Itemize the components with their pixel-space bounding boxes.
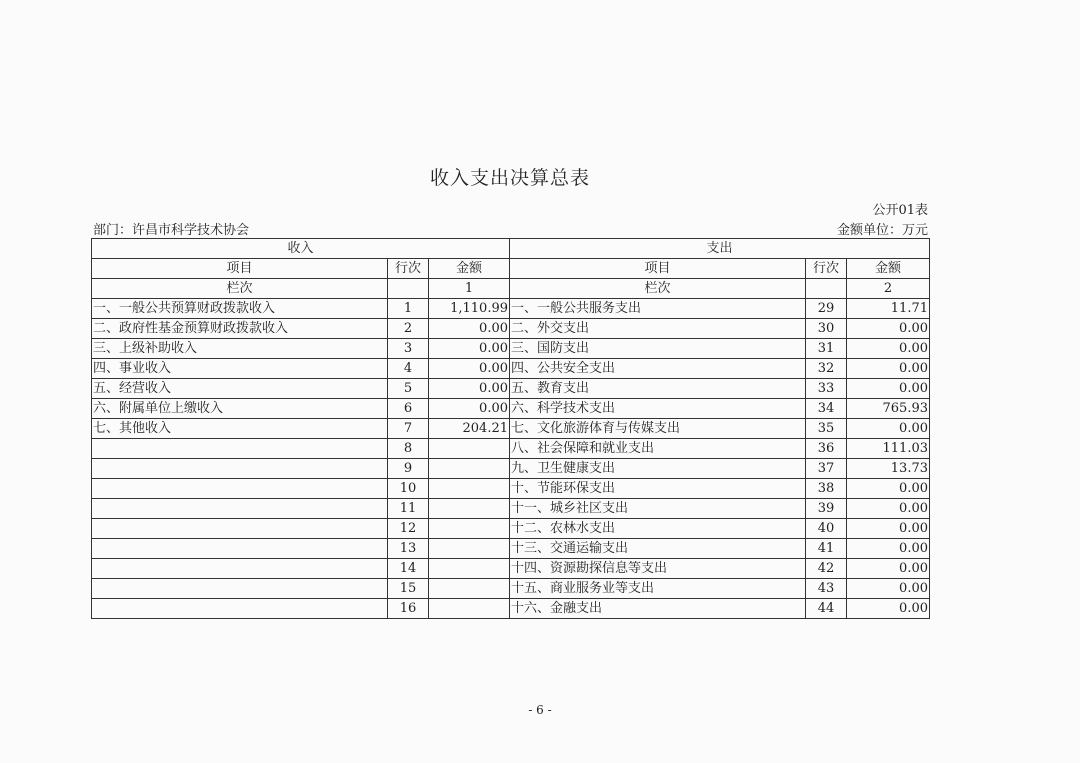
income-amount-cell: 0.00: [429, 319, 510, 339]
income-row-no-cell: 16: [388, 599, 429, 619]
income-row-no-cell: 6: [388, 399, 429, 419]
expense-item-cell: 八、社会保障和就业支出: [510, 439, 806, 459]
income-amount-cell: 0.00: [429, 339, 510, 359]
expense-row-no-cell: 33: [806, 379, 847, 399]
expense-item-cell: 十、节能环保支出: [510, 479, 806, 499]
expense-item-cell: 三、国防支出: [510, 339, 806, 359]
income-row-no-cell: 12: [388, 519, 429, 539]
income-row-no-cell: 4: [388, 359, 429, 379]
income-row-no-cell: 13: [388, 539, 429, 559]
expense-item-header: 项目: [510, 259, 806, 279]
header-row-section: [92, 239, 930, 259]
income-row-no-cell: 1: [388, 299, 429, 319]
expense-row-no-cell: 41: [806, 539, 847, 559]
table-row: [92, 499, 930, 519]
table-row: [92, 419, 930, 439]
income-row-no-cell: 11: [388, 499, 429, 519]
income-amount-cell: 0.00: [429, 359, 510, 379]
table-row: [92, 539, 930, 559]
expense-column-label: 栏次: [510, 279, 806, 299]
expense-row-no-cell: 39: [806, 499, 847, 519]
table-row: [92, 459, 930, 479]
expense-amount-cell: 0.00: [847, 319, 930, 339]
income-amount-cell: [429, 459, 510, 479]
expense-amount-cell: 0.00: [847, 339, 930, 359]
table-row: [92, 319, 930, 339]
income-row-no-header: 行次: [388, 259, 429, 279]
expense-amount-cell: 0.00: [847, 559, 930, 579]
expense-header: 支出: [510, 239, 930, 259]
expense-row-no-cell: 32: [806, 359, 847, 379]
income-amount-cell: [429, 539, 510, 559]
income-item-cell: 二、政府性基金预算财政拨款收入: [92, 319, 388, 339]
income-item-cell: [92, 479, 388, 499]
income-amount-cell: 0.00: [429, 379, 510, 399]
expense-item-cell: 十五、商业服务业等支出: [510, 579, 806, 599]
income-row-no-cell: 14: [388, 559, 429, 579]
income-item-cell: [92, 579, 388, 599]
header-row-column-numbers: [92, 279, 930, 299]
expense-amount-cell: 0.00: [847, 359, 930, 379]
expense-item-cell: 十一、城乡社区支出: [510, 499, 806, 519]
table-row: [92, 599, 930, 619]
expense-amount-header: 金额: [847, 259, 930, 279]
income-amount-header: 金额: [429, 259, 510, 279]
expense-item-cell: 十二、农林水支出: [510, 519, 806, 539]
income-row-no-cell: 5: [388, 379, 429, 399]
department-label: 部门：许昌市科学技术协会: [93, 223, 250, 238]
income-item-cell: 四、事业收入: [92, 359, 388, 379]
table-row: [92, 339, 930, 359]
form-code: 公开01表: [872, 203, 928, 218]
income-amount-cell: [429, 579, 510, 599]
table-row: [92, 439, 930, 459]
income-row-no-cell: 7: [388, 419, 429, 439]
income-item-cell: [92, 499, 388, 519]
expense-amount-cell: 0.00: [847, 519, 930, 539]
expense-amount-cell: 0.00: [847, 419, 930, 439]
expense-column-blank: [806, 279, 847, 299]
expense-row-no-cell: 40: [806, 519, 847, 539]
table-row: [92, 379, 930, 399]
expense-column-number: 2: [847, 279, 930, 299]
expense-amount-cell: 0.00: [847, 499, 930, 519]
income-item-header: 项目: [92, 259, 388, 279]
income-header: 收入: [92, 239, 510, 259]
income-row-no-cell: 9: [388, 459, 429, 479]
table-row: [92, 359, 930, 379]
income-item-cell: 六、附属单位上缴收入: [92, 399, 388, 419]
budget-table: [91, 238, 930, 619]
income-amount-cell: [429, 599, 510, 619]
income-row-no-cell: 3: [388, 339, 429, 359]
table-row: [92, 479, 930, 499]
expense-amount-cell: 11.71: [847, 299, 930, 319]
income-item-cell: 三、上级补助收入: [92, 339, 388, 359]
income-row-no-cell: 15: [388, 579, 429, 599]
expense-amount-cell: 0.00: [847, 379, 930, 399]
income-item-cell: [92, 519, 388, 539]
income-item-cell: [92, 459, 388, 479]
expense-row-no-cell: 42: [806, 559, 847, 579]
table-row: [92, 399, 930, 419]
expense-amount-cell: 765.93: [847, 399, 930, 419]
income-amount-cell: [429, 519, 510, 539]
income-row-no-cell: 2: [388, 319, 429, 339]
income-item-cell: [92, 539, 388, 559]
income-column-blank: [388, 279, 429, 299]
expense-row-no-cell: 31: [806, 339, 847, 359]
expense-amount-cell: 0.00: [847, 539, 930, 559]
income-item-cell: [92, 559, 388, 579]
expense-amount-cell: 0.00: [847, 599, 930, 619]
expense-item-cell: 九、卫生健康支出: [510, 459, 806, 479]
expense-amount-cell: 0.00: [847, 579, 930, 599]
income-row-no-cell: 10: [388, 479, 429, 499]
expense-item-cell: 十三、交通运输支出: [510, 539, 806, 559]
expense-row-no-cell: 29: [806, 299, 847, 319]
expense-row-no-cell: 43: [806, 579, 847, 599]
income-amount-cell: 204.21: [429, 419, 510, 439]
expense-row-no-cell: 30: [806, 319, 847, 339]
expense-item-cell: 五、教育支出: [510, 379, 806, 399]
expense-amount-cell: 13.73: [847, 459, 930, 479]
income-amount-cell: 1,110.99: [429, 299, 510, 319]
expense-row-no-header: 行次: [806, 259, 847, 279]
income-item-cell: 七、其他收入: [92, 419, 388, 439]
income-item-cell: [92, 439, 388, 459]
expense-amount-cell: 111.03: [847, 439, 930, 459]
expense-item-cell: 十四、资源勘探信息等支出: [510, 559, 806, 579]
expense-row-no-cell: 38: [806, 479, 847, 499]
expense-item-cell: 六、科学技术支出: [510, 399, 806, 419]
income-amount-cell: 0.00: [429, 399, 510, 419]
expense-row-no-cell: 36: [806, 439, 847, 459]
page-number: - 6 -: [528, 703, 552, 717]
income-column-number: 1: [429, 279, 510, 299]
document-title: 收入支出决算总表: [429, 167, 590, 189]
income-item-cell: 一、一般公共预算财政拨款收入: [92, 299, 388, 319]
table-row: [92, 519, 930, 539]
expense-row-no-cell: 35: [806, 419, 847, 439]
unit-label: 金额单位：万元: [836, 223, 928, 238]
table-row: [92, 559, 930, 579]
expense-row-no-cell: 37: [806, 459, 847, 479]
income-column-label: 栏次: [92, 279, 388, 299]
expense-item-cell: 一、一般公共服务支出: [510, 299, 806, 319]
table-row: [92, 579, 930, 599]
income-row-no-cell: 8: [388, 439, 429, 459]
income-amount-cell: [429, 479, 510, 499]
expense-row-no-cell: 34: [806, 399, 847, 419]
expense-item-cell: 十六、金融支出: [510, 599, 806, 619]
expense-row-no-cell: 44: [806, 599, 847, 619]
income-amount-cell: [429, 439, 510, 459]
expense-amount-cell: 0.00: [847, 479, 930, 499]
table-row: [92, 299, 930, 319]
income-item-cell: 五、经营收入: [92, 379, 388, 399]
expense-item-cell: 七、文化旅游体育与传媒支出: [510, 419, 806, 439]
expense-item-cell: 二、外交支出: [510, 319, 806, 339]
income-item-cell: [92, 599, 388, 619]
income-amount-cell: [429, 499, 510, 519]
expense-item-cell: 四、公共安全支出: [510, 359, 806, 379]
header-row-columns: [92, 259, 930, 279]
income-amount-cell: [429, 559, 510, 579]
